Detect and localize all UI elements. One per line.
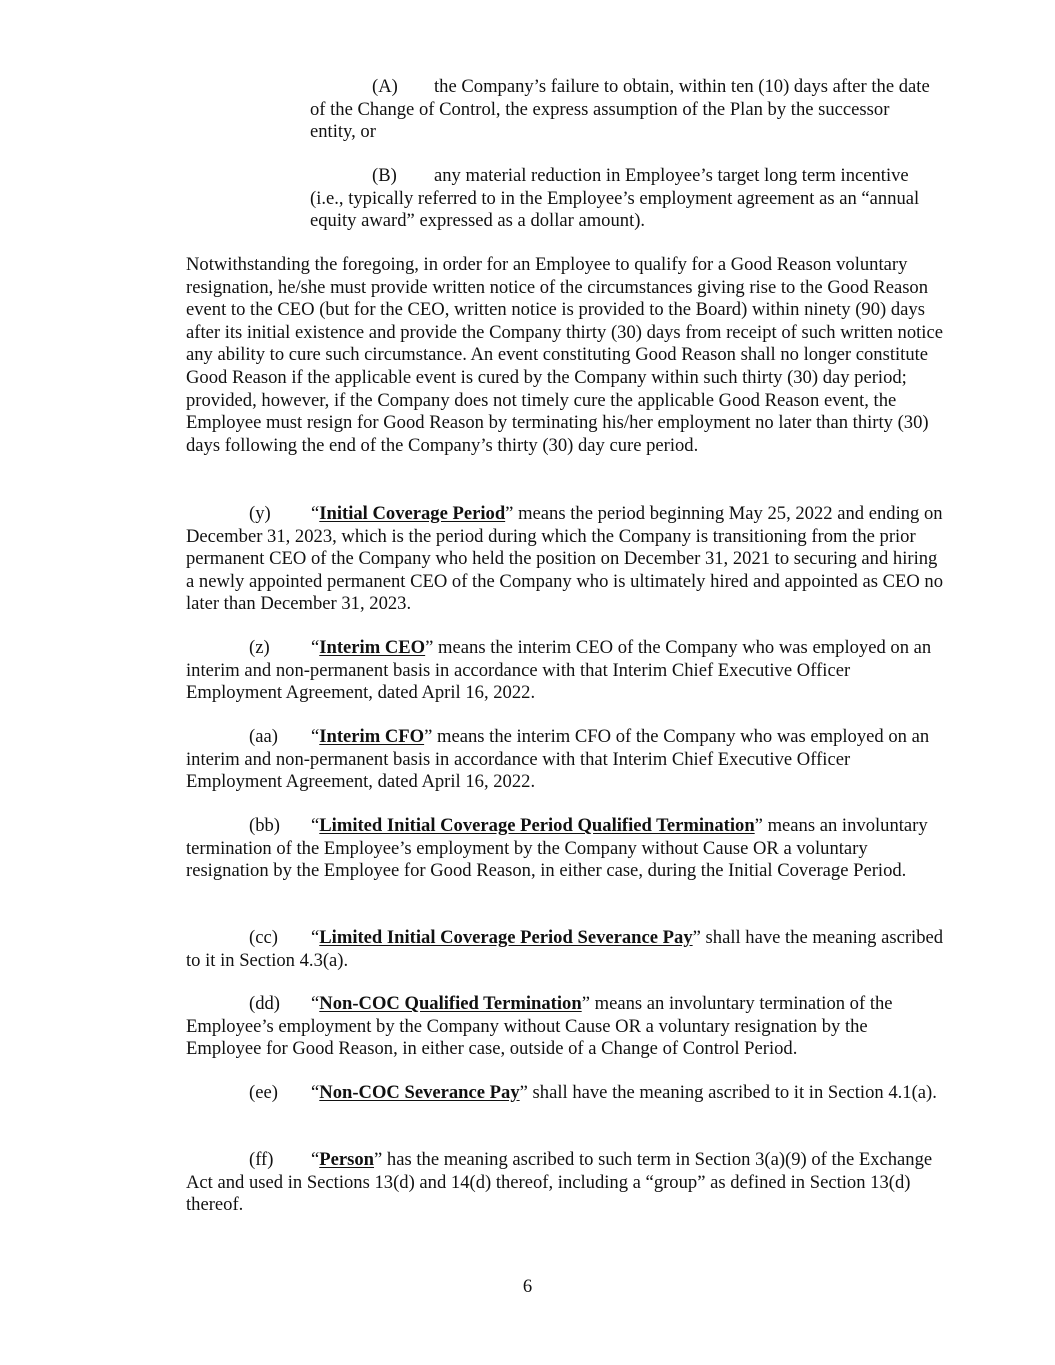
open-quote: “ — [311, 993, 320, 1014]
definition-text: has the meaning ascribed to such term in Section 3(a)(9) of the Exchange Act and used in Sections 13(d) and 14(d) thereof, including a “group” as defined in Section 13(d) thereof. — [186, 1149, 933, 1216]
sub-item-a — [310, 76, 935, 144]
definition-text: means the interim CFO of the Company who was employed on an interim and non-permanent basis in accordance with that Interim Chief Executive Officer Employment Agreement, dated April 16, 2022. — [186, 726, 930, 793]
definition-label: (y) — [249, 503, 271, 524]
definition-text: shall have the meaning ascribed to it in Section 4.3(a). — [186, 927, 944, 971]
definition-ff — [186, 1149, 946, 1217]
page-number: 6 — [522, 1276, 533, 1297]
notwithstanding-paragraph: Notwithstanding the foregoing, in order for an Employee to qualify for a Good Reason voluntary resignation, he/she must provide written notice of the circumstances giving rise to the Good Reason event to the CEO (but for the CEO, written notice is provided to the Board) within ninety (90) days after its initial existence and provide the Company thirty (30) days from receipt of such written notice any ability to cure such circumstance. An event constituting Good Reason shall no longer constitute Good Reason if the applicable event is cured by the Company within such thirty (30) day period; provided, however, if the Company does not timely cure the applicable Good Reason event, the Employee must resign for Good Reason by terminating his/her employment no later than thirty (30) days following the end of the Company’s thirty (30) day cure period. — [186, 254, 943, 456]
definition-label: (bb) — [249, 815, 280, 836]
open-quote: “ — [311, 1082, 320, 1103]
open-quote: “ — [311, 815, 320, 836]
close-quote: ” — [374, 1149, 383, 1170]
close-quote: ” — [754, 815, 763, 836]
definition-cc — [186, 927, 946, 972]
close-quote: ” — [692, 927, 701, 948]
definition-bb — [186, 815, 946, 883]
definition-text: means an involuntary termination of the Employee’s employment by the Company without Cause OR a voluntary resignation by the Employee for Good Reason, in either case, outside of a Change of Control Period. — [186, 993, 893, 1060]
sub-item-text: any material reduction in Employee’s target long term incentive (i.e., typically referred to in the Employee’s employment agreement as an “annual equity award” expressed as a dollar amount). — [310, 165, 920, 232]
defined-term: Limited Initial Coverage Period Qualified Termination — [319, 815, 755, 836]
definition-label: (ff) — [249, 1149, 274, 1170]
defined-term: Interim CEO — [319, 637, 426, 658]
close-quote: ” — [424, 726, 433, 747]
definition-y — [186, 503, 946, 616]
close-quote: ” — [505, 503, 514, 524]
open-quote: “ — [311, 1149, 320, 1170]
definition-label: (cc) — [249, 927, 278, 948]
defined-term: Non-COC Qualified Termination — [319, 993, 582, 1014]
definition-aa — [186, 726, 946, 794]
defined-term: Person — [319, 1149, 375, 1170]
open-quote: “ — [311, 726, 320, 747]
sub-item-label: (A) — [372, 76, 398, 97]
close-quote: ” — [519, 1082, 528, 1103]
definition-label: (z) — [249, 637, 270, 658]
close-quote: ” — [425, 637, 434, 658]
defined-term: Limited Initial Coverage Period Severance Pay — [319, 927, 693, 948]
definition-text: shall have the meaning ascribed to it in Section 4.1(a). — [527, 1082, 937, 1103]
definition-text: means the interim CEO of the Company who was employed on an interim and non-permanent basis in accordance with that Interim Chief Executive Officer Employment Agreement, dated April 16, 2022. — [186, 637, 932, 704]
definition-z — [186, 637, 946, 705]
sub-item-b — [310, 165, 935, 233]
defined-term: Non-COC Severance Pay — [319, 1082, 520, 1103]
definition-ee — [186, 1082, 946, 1105]
definition-label: (aa) — [249, 726, 278, 747]
definition-dd — [186, 993, 946, 1061]
definition-label: (dd) — [249, 993, 280, 1014]
definition-text: means an involuntary termination of the Employee’s employment by the Company without Cause OR a voluntary resignation by the Employee for Good Reason, in either case, during the Initial Coverage Period. — [186, 815, 928, 882]
open-quote: “ — [311, 637, 320, 658]
definition-label: (ee) — [249, 1082, 278, 1103]
defined-term: Interim CFO — [319, 726, 425, 747]
definition-text: means the period beginning May 25, 2022 and ending on December 31, 2023, which is the period during which the Company is transitioning from the prior permanent CEO of the Company who held the position on December 31, 2021 to securing and hiring a newly appointed permanent CEO of the Company who is ultimately hired and appointed as CEO no later than December 31, 2023. — [186, 503, 944, 615]
sub-item-text: the Company’s failure to obtain, within ten (10) days after the date of the Change of Control, the express assumption of the Plan by the successor entity, or — [310, 76, 930, 143]
open-quote: “ — [311, 927, 320, 948]
defined-term: Initial Coverage Period — [319, 503, 506, 524]
sub-item-label: (B) — [372, 165, 397, 186]
open-quote: “ — [311, 503, 320, 524]
close-quote: ” — [581, 993, 590, 1014]
